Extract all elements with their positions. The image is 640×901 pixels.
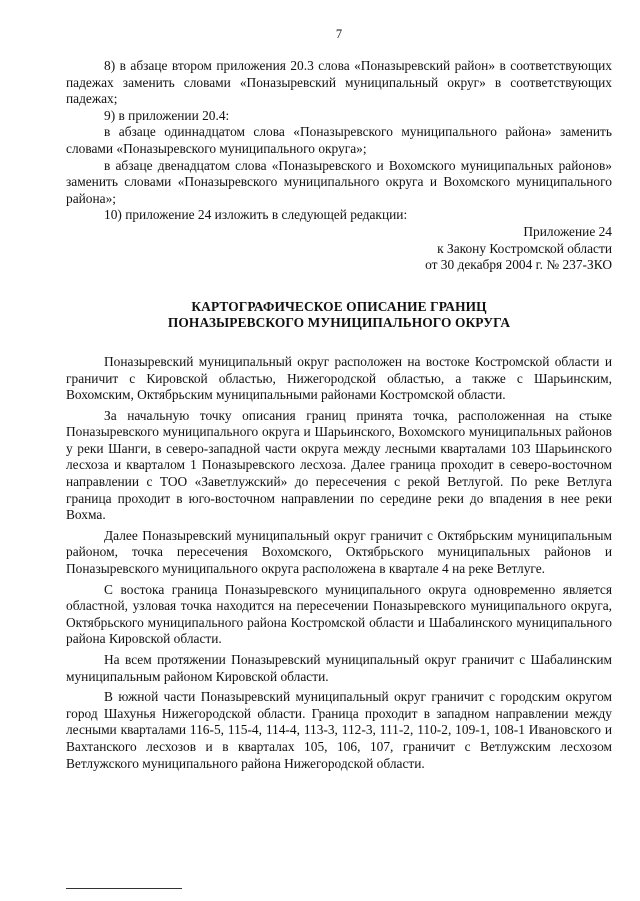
amendment-paragraph: 8) в абзаце втором приложения 20.3 слова «Поназыревский район» в соответствующих падежах заменить словами «Поназыревский муниципальный округ» в соответствующих падежах;	[66, 58, 612, 107]
amendment-paragraph: 9) в приложении 20.4:	[104, 107, 230, 123]
description-paragraph: В южной части Поназыревский муниципальный округ граничит с городским округом город Шахунья Нижегородской области. Граница проходит в западном направлении между лесными кварталами 116-5, 115-4, 114-4, 113-3, 112-3, 111-2, 110-2, 109-1, 108-1 Ивановского и Вахтанского лесхозов и в кварталах 105, 106, 107, граничит с Ветлужским лесхозом Ветлужского муниципального района Нижегородской области.	[66, 689, 612, 771]
annex-line: Приложение 24	[523, 223, 612, 239]
annex-line: к Закону Костромской области	[437, 240, 612, 256]
description-paragraph: Далее Поназыревский муниципальный округ граничит с Октябрьским муниципальным районом, точка пересечения Вохомского, Октябрьского муниципальных районов и Поназыревского муниципального округа расположена в квартале 4 на реке Ветлуге.	[66, 527, 612, 577]
description-paragraph: На всем протяжении Поназыревский муниципальный округ граничит с Шабалинским муниципальным районом Кировской области.	[66, 652, 612, 684]
amendment-paragraph: в абзаце одиннадцатом слова «Поназыревского муниципального района» заменить словами «Поназыревского муниципального округа»;	[66, 124, 612, 156]
description-paragraph: За начальную точку описания границ принята точка, расположенная на стыке Поназыревского муниципального округа и Шарьинского, Вохомского муниципальных районов у реки Шанги, в северо-западной части округа между лесными кварталами 103 Шарьинского лесхоза и кварталом 1 Поназыревского лесхоза. Далее граница проходит в северо-восточном направлении с ТОО «Заветлужский» до пересечения с рекой Ветлугой. По реке Ветлуга граница проходит в юго-восточном направлении по середине реки до впадения в нее реки Вохма.	[66, 407, 612, 523]
document-page	[66, 0, 612, 901]
description-paragraph: Поназыревский муниципальный округ расположен на востоке Костромской области и граничит с Кировской областью, Нижегородской областью, а также с Шарьинским, Вохомским, Октябрьским муниципальными районами Костромской области.	[66, 353, 612, 403]
annex-reference	[66, 224, 612, 274]
description-paragraph: С востока граница Поназыревского муниципального округа одновременно является областной, узловая точка находится на пересечении Поназыревского муниципального округа, Октябрьского муниципального района Костромской области и Шабалинского муниципального района Кировской области.	[66, 581, 612, 647]
title-line: ПОНАЗЫРЕВСКОГО МУНИЦИПАЛЬНОГО ОКРУГА	[167, 315, 511, 331]
page-number: 7	[335, 27, 343, 41]
amendment-paragraph: в абзаце двенадцатом слова «Поназыревского и Вохомского муниципальных районов» заменить словами «Поназыревского муниципального округа и Вохомского муниципального района»;	[66, 157, 612, 206]
title-line: КАРТОГРАФИЧЕСКОЕ ОПИСАНИЕ ГРАНИЦ	[191, 298, 487, 314]
annex-line: от 30 декабря 2004 г. № 237-ЗКО	[425, 257, 612, 273]
document-body	[66, 58, 612, 772]
footnote-divider	[66, 888, 182, 889]
amendment-paragraph: 10) приложение 24 изложить в следующей редакции:	[104, 207, 408, 223]
document-title	[66, 299, 612, 332]
